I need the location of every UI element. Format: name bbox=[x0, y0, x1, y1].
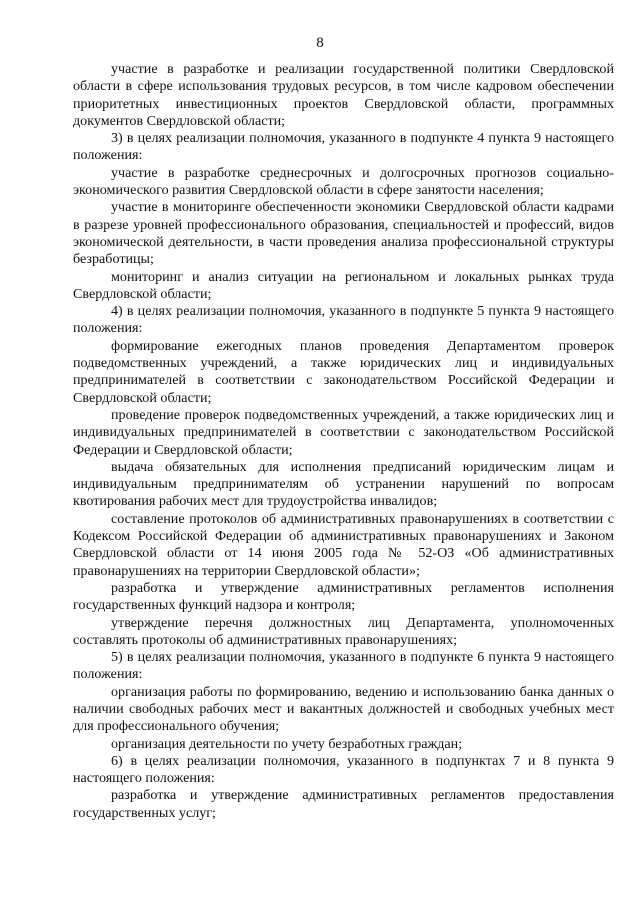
paragraph: утверждение перечня должностных лиц Департамента, уполномоченных составлять протоколы об административных правонарушениях; bbox=[73, 614, 614, 648]
paragraph: формирование ежегодных планов проведения Департаментом проверок подведомственных учреждений, а также юридических лиц и индивидуальных предпринимателей в соответствии с законодательством Российской Федерации и Свердловской области; bbox=[73, 337, 614, 406]
paragraph: проведение проверок подведомственных учреждений, а также юридических лиц и индивидуальных предпринимателей в соответствии с законодательством Российской Федерации и Свердловской области; bbox=[73, 406, 614, 458]
paragraph: 3) в целях реализации полномочия, указанного в подпункте 4 пункта 9 настоящего положения: bbox=[73, 130, 614, 164]
paragraph: разработка и утверждение административных регламентов предоставления государственных услуг; bbox=[73, 787, 614, 821]
paragraph: мониторинг и анализ ситуации на региональном и локальных рынках труда Свердловской области; bbox=[73, 268, 614, 302]
paragraph: разработка и утверждение административных регламентов исполнения государственных функций надзора и контроля; bbox=[73, 579, 614, 614]
page-number: 8 bbox=[316, 35, 324, 51]
paragraph: участие в разработке и реализации государственной политики Свердловской области в сфере использования трудовых ресурсов, в том числе кадровом обеспечении приоритетных инвестиционных проектов Свердловской области, программных документов Свердловской области; bbox=[73, 61, 614, 129]
paragraph: 6) в целях реализации полномочия, указанного в подпунктах 7 и 8 пункта 9 настоящего положения: bbox=[73, 752, 614, 787]
paragraph: организация работы по формированию, ведению и использованию банка данных о наличии свободных рабочих мест и вакантных должностей и свободных учебных мест для профессионального обучения; bbox=[73, 683, 614, 735]
paragraph: участие в мониторинге обеспеченности экономики Свердловской области кадрами в разрезе уровней профессионального образования, специальностей и профессий, видов экономической деятельности, в части проведения анализа профессиональной структуры безработицы; bbox=[73, 199, 614, 268]
paragraph: выдача обязательных для исполнения предписаний юридическим лицам и индивидуальным предпринимателям об устранении нарушений по вопросам квотирования рабочих мест для трудоустройства инвалидов; bbox=[73, 458, 614, 510]
document-body bbox=[73, 61, 614, 822]
paragraph: составление протоколов об административных правонарушениях в соответствии с Кодексом Российской Федерации об административных правонарушениях и Законом Свердловской области от 14 июня 2005 года № 52-ОЗ «Об административных правонарушениях на территории Свердловской области»; bbox=[73, 510, 614, 579]
paragraph: 5) в целях реализации полномочия, указанного в подпункте 6 пункта 9 настоящего положения: bbox=[73, 649, 614, 683]
paragraph: 4) в целях реализации полномочия, указанного в подпункте 5 пункта 9 настоящего положения: bbox=[73, 303, 614, 337]
paragraph: участие в разработке среднесрочных и долгосрочных прогнозов социально-экономического развития Свердловской области в сфере занятости населения; bbox=[73, 164, 614, 199]
paragraph: организация деятельности по учету безработных граждан; bbox=[111, 735, 463, 752]
